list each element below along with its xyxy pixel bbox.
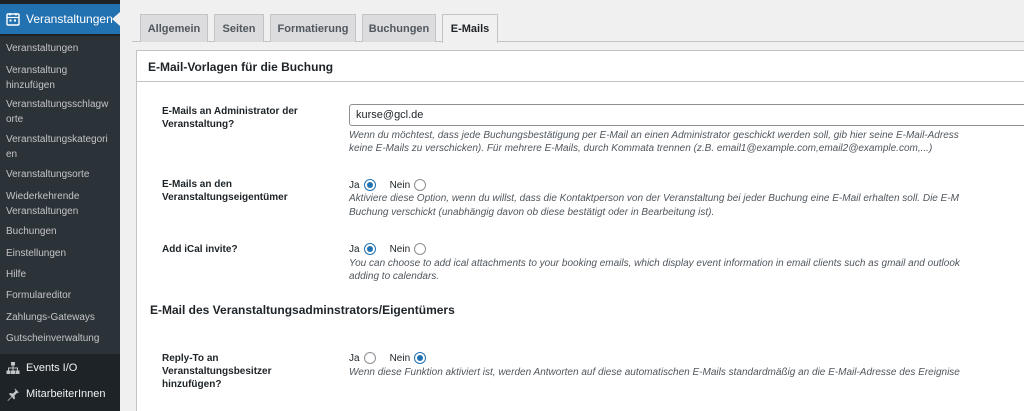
ical-no-label: Nein [389,243,411,255]
submenu-veranstaltungen[interactable]: Veranstaltungen [6,43,79,54]
panel-title: E-Mail-Vorlagen für die Buchung [148,60,334,74]
reply-to-radio-group [349,351,440,365]
sidebar-label-mitarbeiterinnen: MitarbeiterInnen [26,388,106,400]
owner-emails-no-label: Nein [389,179,411,191]
owner-emails-yes-label: Ja [349,179,360,191]
admin-emails-desc-1: Wenn du möchtest, dass jede Buchungsbestätigung per E-Mail an einen Administrator geschickt werden soll, gib hier seine E-Mail-Adress [349,130,959,141]
ical-radio-group [349,242,440,256]
submenu-zahlungs-gateways[interactable]: Zahlungs-Gateways [6,312,95,323]
sidebar-label-events-io: Events I/O [26,362,78,374]
submenu-veranstaltungsschlagworte[interactable]: Veranstaltungsschlagworte [6,99,109,125]
tab-buchungen[interactable]: Buchungen [362,14,436,42]
ical-no-option[interactable] [390,243,427,255]
submenu-veranstaltungsorte[interactable]: Veranstaltungsorte [6,169,90,180]
ical-yes-label: Ja [349,243,360,255]
owner-emails-radio-group [349,178,440,192]
tab-e-mails[interactable]: E-Mails [442,14,498,43]
submenu-gutscheinverwaltung[interactable]: Gutscheinverwaltung [6,333,100,344]
sidebar-current-label: Veranstaltungen [26,12,113,26]
sidebar-item-veranstaltungen[interactable] [0,4,120,34]
owner-emails-no-option[interactable] [390,179,427,191]
reply-to-no-radio[interactable] [414,352,426,364]
reply-to-label: Reply-To an Veranstaltungsbesitzer hinzufügen? [162,353,272,390]
submenu-einstellungen[interactable]: Einstellungen [6,248,67,259]
admin-emails-desc-2: keine E-Mails zu verschicken). Für mehrere E-Mails, durch Kommata trennen (z.B. email1@example.com,email2@example.com,...) [349,143,933,154]
ical-label: Add iCal invite? [162,244,238,255]
admin-sidebar [0,0,120,411]
owner-emails-desc-1: Aktiviere diese Option, wenn du willst, dass die Kontaktperson von der Veranstaltung bei jeder Buchung eine E-Mail erhalten soll. Die E-M [349,193,959,204]
admin-emails-input[interactable] [349,104,1024,126]
tab-seiten[interactable]: Seiten [214,14,264,42]
admin-emails-label: E-Mails an Administrator der Veranstaltung? [162,106,298,130]
panel-header [137,51,1024,82]
submenu-formulareditor[interactable]: Formulareditor [6,290,72,301]
section-admin-owner-title: E-Mail des Veranstaltungsadminstrators/Eigentümers [150,303,455,317]
calendar-icon [6,12,20,26]
sidebar-submenu [0,36,120,354]
ical-desc-2: adding to calendars. [349,271,440,282]
sidebar-item-events-io[interactable] [0,355,120,381]
ical-no-radio[interactable] [414,243,426,255]
sitemap-icon [6,361,20,375]
submenu-buchungen[interactable]: Buchungen [6,226,57,237]
owner-emails-yes-option[interactable] [349,179,376,191]
ical-yes-option[interactable] [349,243,376,255]
reply-to-no-label: Nein [389,352,411,364]
owner-emails-yes-radio[interactable] [364,179,376,191]
submenu-wiederkehrende-veranstaltungen[interactable]: Wiederkehrende Veranstaltungen [6,191,80,217]
pin-icon [6,387,20,401]
tabs-divider [132,41,1024,42]
submenu-hilfe[interactable]: Hilfe [6,269,27,280]
submenu-veranstaltungskategorien[interactable]: Veranstaltungskategorien [6,134,108,160]
ical-yes-radio[interactable] [364,243,376,255]
owner-emails-no-radio[interactable] [414,179,426,191]
reply-to-no-option[interactable] [390,352,427,364]
reply-to-desc-1: Wenn diese Funktion aktiviert ist, werden Antworten auf diese automatischen E-Mails standardmäßig an die E-Mail-Adresse des Ereignise [349,367,960,378]
owner-emails-label: E-Mails an den Veranstaltungseigentümer [162,179,288,203]
tab-formatierung[interactable]: Formatierung [270,14,356,42]
reply-to-yes-radio[interactable] [364,352,376,364]
sidebar-item-mitarbeiterinnen[interactable] [0,381,120,407]
reply-to-yes-label: Ja [349,352,360,364]
ical-desc-1: You can choose to add ical attachments to your booking emails, which display event information in email clients such as gmail and outlook [349,258,960,269]
reply-to-yes-option[interactable] [349,352,376,364]
submenu-veranstaltung-hinzufuegen[interactable]: Veranstaltung hinzufügen [6,65,68,91]
tab-allgemein[interactable]: Allgemein [140,14,208,42]
owner-emails-desc-2: Buchung verschickt (unabhängig davon ob diese bestätigt oder in Bearbeitung ist). [349,207,715,218]
